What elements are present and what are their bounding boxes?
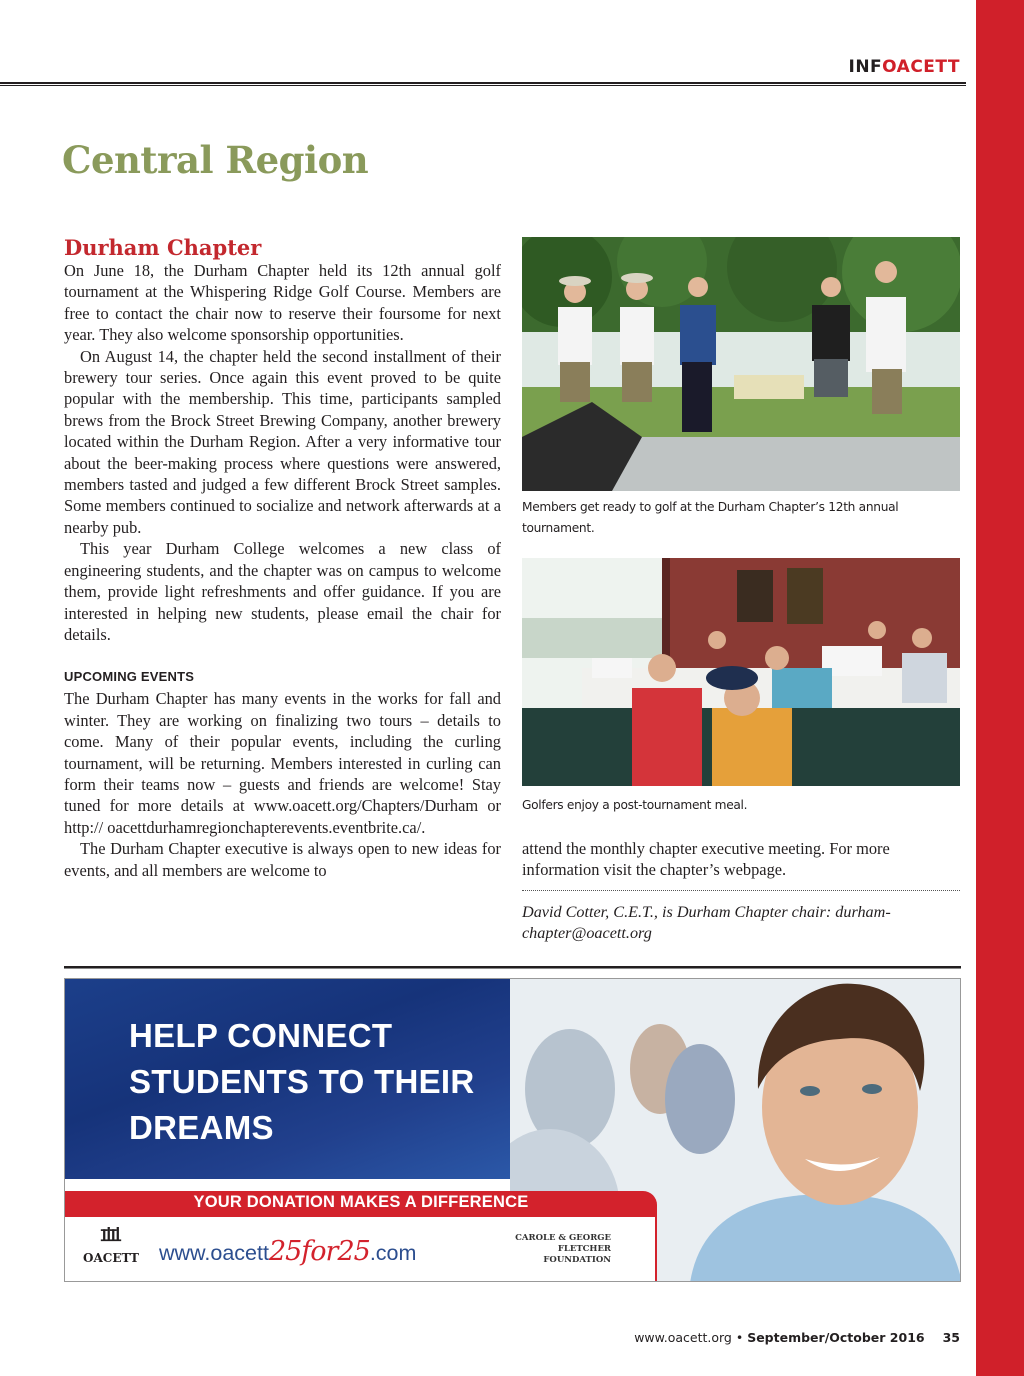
ad-website-link[interactable]: [159, 1236, 416, 1267]
ad-url-campaign: 25for25: [268, 1236, 370, 1267]
footer-issue: September/October 2016: [747, 1330, 925, 1345]
section-masthead: [849, 57, 961, 77]
golf-photo-caption: Members get ready to golf at the Durham Chapter’s 12th annual tournament.: [522, 500, 899, 535]
ad-donation-tagline: YOUR DONATION MAKES A DIFFERENCE: [193, 1193, 529, 1211]
masthead-prefix: INF: [848, 57, 883, 77]
footer-site: www.oacett.org: [634, 1330, 732, 1345]
oacett-logo-icon: [79, 1227, 143, 1273]
author-divider: [522, 890, 960, 891]
chapter-heading: Durham Chapter: [64, 235, 262, 260]
author-bio: David Cotter, C.E.T., is Durham Chapter chair: durham-chapter@oacett.org: [522, 903, 891, 943]
ad-headline: HELP CONNECT STUDENTS TO THEIR DREAMS: [129, 1017, 475, 1146]
paragraph-executive: The Durham Chapter executive is always open to new ideas for events, and all members are welcome to: [64, 839, 501, 880]
ad-top-rule: [64, 966, 961, 969]
ad-url-prefix: www.oacett: [159, 1241, 269, 1265]
page-number: 35: [942, 1330, 960, 1345]
footer-separator: •: [735, 1330, 744, 1345]
events-subhead: UPCOMING EVENTS: [64, 669, 195, 685]
paragraph-college: This year Durham College welcomes a new class of engineering students, and the chapter was on campus to welcome them, provide light refreshments and offer guidance. If you are interested in helping new students, please email the chair for details.: [64, 539, 501, 644]
foundation-name: CAROLE & GEORGE FLETCHER FOUNDATION: [515, 1233, 611, 1265]
page-edge-bar: [976, 0, 1024, 1376]
paragraph-brewery: On August 14, the chapter held the second installment of their brewery tour series. Once again this event proved to be quite popular with the membership. This time, participants sampled brews from the Brock Street Brewing Company, another brewery located within the Durham Region. After a very informative tour about the beer-making process where questions were answered, members tasted and judged a few different Brock Street samples. Some members continued to socialize and network afterwards at a nearby pub.: [64, 346, 501, 537]
article-body: [64, 260, 501, 881]
paragraph-golf: On June 18, the Durham Chapter held its 12th annual golf tournament at the Whispering Ridge Golf Course. Members are free to contact the chair now to reserve their foursome for next year. They also welcome sponsorship opportunities.: [64, 261, 501, 345]
article-left-column: [64, 236, 501, 881]
golf-group-photo: [522, 237, 960, 491]
article-continuation: attend the monthly chapter executive meeting. For more information visit the chapter’s webpage.: [522, 839, 890, 880]
page-footer: [634, 1330, 960, 1345]
donation-advertisement[interactable]: [64, 978, 961, 1282]
meal-photo: [522, 558, 960, 786]
paragraph-events: The Durham Chapter has many events in the works for fall and winter. They are working on finalizing two tours – details to come. Many of their popular events, including the curling tournament, will be returning. Members interested in curling can form their teams now – guests and friends are welcome! Stay tuned for more details at www.oacett.org/Chapters/Durham or http:// oacettdurhamregionchapterevents.eventbrite.ca/.: [64, 689, 501, 837]
masthead-suffix: OACETT: [882, 57, 960, 77]
meal-photo-caption: Golfers enjoy a post-tournament meal.: [522, 798, 748, 812]
ad-url-suffix: .com: [369, 1241, 417, 1265]
oacett-logo-text: OACETT: [83, 1251, 139, 1265]
top-rule: [0, 82, 966, 86]
page-title: Central Region: [62, 138, 369, 182]
